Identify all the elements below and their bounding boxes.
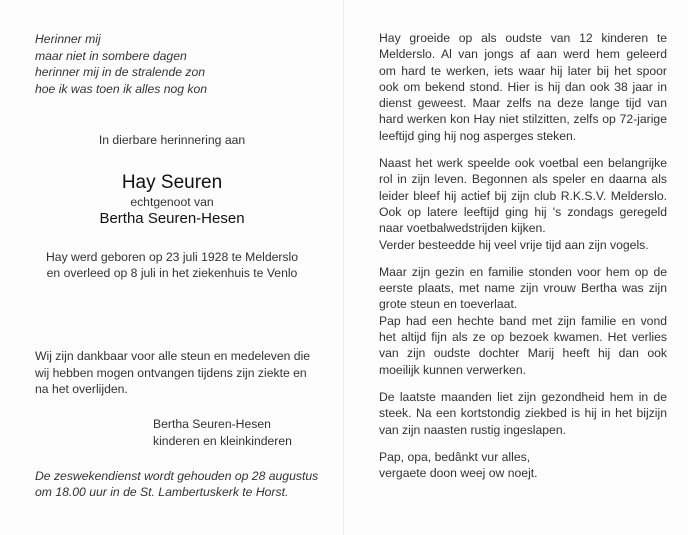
story-line: leeftijd ging hij nog asperges steken.	[379, 128, 577, 143]
story-line: Ook op latere leeftijd ging hij 's zondags geregeld	[379, 204, 667, 219]
bio-line: en overleed op 8 juli in het ziekenhuis te Venlo	[46, 266, 298, 280]
story-line: van zijn oudste dochter Marij heeft hij dan ook	[379, 346, 667, 361]
story-line: Naast het werk speelde ook voetbal een belangrijke	[379, 156, 667, 171]
poem-line: maar niet in sombere dagen	[35, 48, 187, 63]
poem-line: hoe ik was toen ik alles nog kon	[35, 81, 208, 96]
closing-line: Pap, opa, bedânkt vur alles,	[379, 449, 531, 464]
story-line: De laatste maanden liet zijn gezondheid hem in de	[379, 389, 667, 404]
bio-line: Hay werd geboren op 23 juli 1928 te Melderslo	[45, 250, 299, 264]
story-line: van zijn naasten rustig ingeslapen.	[379, 422, 566, 437]
story-paragraph	[379, 155, 667, 253]
poem-line: Herinner mij	[35, 32, 101, 46]
service-line: om 18.00 uur in de St. Lambertuskerk te Horst.	[35, 485, 289, 499]
story-line: Verder besteedde hij veel vrije tijd aan zijn vogels.	[379, 237, 649, 252]
story-paragraph	[379, 389, 667, 438]
thanks-line: wij hebben mogen ontvangen tijdens zijn ziekte en	[35, 365, 307, 380]
service-line: De zeswekendienst wordt gehouden op 28 augustus	[35, 469, 319, 483]
story-line: Melderslo. Al van jongs af aan werd hem geleerd	[379, 47, 667, 62]
story-line: dienst geweest. Maar zelfs na deze lange tijd van	[379, 96, 667, 111]
right-page	[344, 0, 688, 535]
memory-line: In dierbare herinnering aan	[98, 133, 246, 147]
story-line: naar voetbalwedstrijden kijken.	[379, 221, 546, 236]
story-line: rol in zijn leven. Begonnen als speler en daarna als	[379, 172, 667, 187]
deceased-name: Hay Seuren	[121, 172, 223, 193]
story-line: het altijd fijn als ze op bezoek kwamen. Het verlies	[379, 330, 667, 345]
story-paragraph	[379, 264, 667, 378]
story-line: ook om bekend stond. Hier is hij dan ook 38 jaar in	[379, 79, 667, 94]
signature-line: Bertha Seuren-Hesen	[153, 417, 271, 431]
poem-line: herinner mij in de stralende zon	[35, 65, 206, 79]
story-line: Hay groeide op als oudste van 12 kinderen te	[379, 31, 667, 45]
story-line: grote steun en toeverlaat.	[379, 297, 518, 312]
closing-paragraph	[379, 449, 667, 482]
birth-death-info	[0, 249, 344, 281]
story-line: Maar zijn gezin en familie stonden voor hem op de	[379, 264, 667, 279]
thanks-text	[35, 348, 325, 398]
life-story	[379, 30, 667, 492]
signature-line: kinderen en kleinkinderen	[153, 434, 292, 448]
spouse-label: echtgenoot van	[130, 195, 214, 209]
story-paragraph	[379, 30, 667, 144]
poem	[35, 31, 315, 97]
closing-line: vergaete doon weej ow noejt.	[379, 466, 538, 481]
thanks-line: Wij zijn dankbaar voor alle steun en medeleven die	[35, 349, 311, 363]
story-line: hard werken kon Hay niet stilzitten, zelfs op 72-jarige	[379, 112, 667, 127]
story-line: moeilijk kunnen verwerken.	[379, 362, 526, 377]
story-line: om hard te werken, iets waar hij later bij het spoor	[379, 63, 667, 78]
story-line: eerste plaats, met name zijn vrouw Bertha was zijn	[379, 281, 667, 296]
family-signature	[153, 416, 333, 450]
service-notice	[35, 468, 335, 500]
story-line: leider bleef hij actief bij zijn club R.K.S.V. Melderslo.	[379, 188, 667, 203]
story-line: steek. Na een kortstondig ziekbed is hij in het bijzijn	[379, 406, 667, 421]
thanks-line: na het overlijden.	[35, 382, 128, 396]
spouse-name: Bertha Seuren-Hesen	[99, 210, 245, 227]
story-line: Pap had een hechte band met zijn familie en vond	[379, 313, 667, 328]
